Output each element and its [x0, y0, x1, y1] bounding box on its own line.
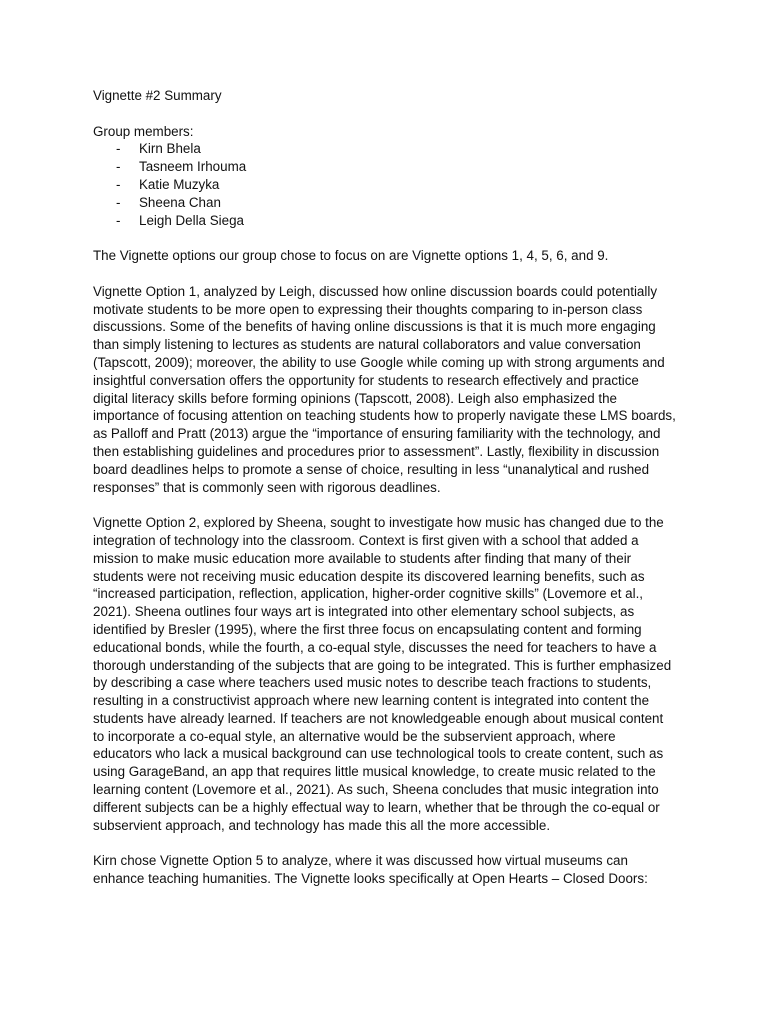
vignette-option-5-paragraph: Kirn chose Vignette Option 5 to analyze, where it was discussed how virtual museums can enhance teaching humanities. The Vignette looks specifically at Open Hearts – Closed Doors:	[93, 853, 648, 887]
member-name: Leigh Della Siega	[139, 212, 244, 228]
list-bullet: -	[116, 176, 121, 192]
intro-paragraph: The Vignette options our group chose to focus on are Vignette options 1, 4, 5, 6, and 9.	[93, 248, 609, 264]
list-bullet: -	[116, 194, 121, 210]
group-members-label: Group members:	[93, 123, 194, 139]
vignette-option-2-paragraph: Vignette Option 2, explored by Sheena, sought to investigate how music has changed due to the integration of technology into the classroom. Context is first given with a school that added a mission to make music education more available to students after finding that many of their students were not receiving music education despite its discovered learning benefits, such as “increased participation, reflection, application, higher-order cognitive skills” (Lovemore et al., 2021). Sheena outlines four ways art is integrated into other elementary school subjects, as identified by Bresler (1995), where the first three focus on encapsulating content and forming educational bonds, while the fourth, a co-equal style, discusses the need for teachers to have a thorough understanding of the subjects that are going to be integrated. This is further emphasized by describing a case where teachers used music notes to describe teach fractions to students, resulting in a constructivist approach where new learning content is integrated into content the students have already learned. If teachers are not knowledgeable enough about musical content to incorporate a co-equal style, an alternative would be the subservient approach, where educators who lack a musical background can use technological tools to create content, such as using GarageBand, an app that requires little musical knowledge, to create music related to the learning content (Lovemore et al., 2021). As such, Sheena concludes that music integration into different subjects can be a highly effectual way to learn, whether that be through the co-equal or subservient approach, and technology has made this all the more accessible.	[93, 515, 672, 833]
list-bullet: -	[116, 212, 121, 228]
member-name: Sheena Chan	[139, 194, 221, 210]
group-members-list	[93, 140, 677, 229]
list-bullet: -	[116, 141, 121, 157]
list-item	[93, 176, 677, 194]
member-name: Tasneem Irhouma	[139, 159, 247, 175]
member-name: Katie Muzyka	[139, 176, 220, 192]
document-page	[93, 87, 677, 906]
list-bullet: -	[116, 159, 121, 175]
list-item	[93, 212, 677, 230]
list-item	[93, 158, 677, 176]
list-item	[93, 194, 677, 212]
member-name: Kirn Bhela	[139, 141, 201, 157]
list-item	[93, 140, 677, 158]
document-title: Vignette #2 Summary	[93, 88, 222, 103]
vignette-option-1-paragraph: Vignette Option 1, analyzed by Leigh, discussed how online discussion boards could potentially motivate students to be more open to expressing their thoughts comparing to in-person class discussions. Some of the benefits of having online discussions is that it is much more engaging than simply listening to lectures as students are natural collaborators and value conversation (Tapscott, 2009); moreover, the ability to use Google while coming up with strong arguments and insightful conversation offers the opportunity for students to research effectively and practice digital literacy skills before forming opinions (Tapscott, 2008). Leigh also emphasized the importance of focusing attention on teaching students how to properly navigate these LMS boards, as Palloff and Pratt (2013) argue the “importance of ensuring familiarity with the technology, and then establishing guidelines and procedures prior to assessment”. Lastly, flexibility in discussion board deadlines helps to promote a sense of choice, resulting in less “unanalytical and rushed responses” that is commonly seen with rigorous deadlines.	[93, 283, 676, 495]
